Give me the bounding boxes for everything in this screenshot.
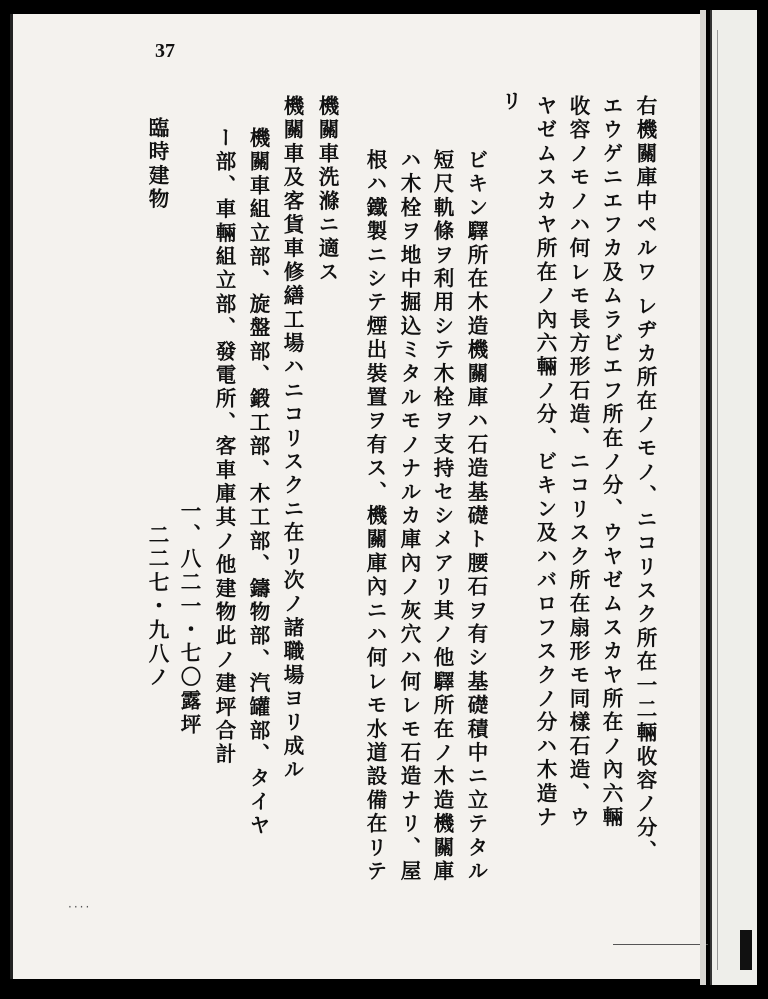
text-line-8: ハ木栓ヲ地中掘込ミタルモノナルカ庫內ノ灰穴ハ何レモ石造ナリ、屋 — [397, 149, 421, 884]
book-page — [10, 14, 703, 979]
temporary-area-value: 二二七・九八ノ — [145, 524, 169, 690]
text-line-7: 短尺軌條ヲ利用シテ木栓ヲ支持セシメアリ其ノ他驛所在ノ木造機關庫 — [430, 149, 454, 884]
text-line-13: ー部、車輛組立部、發電所、客車庫其ノ他建物此ノ建坪合計 — [212, 127, 236, 767]
text-line-6: ビキン驛所在木造機關庫ハ石造基礎ト腰石ヲ有シ基礎積中ニ立テタル — [464, 149, 488, 884]
margin-dots: ···· — [68, 900, 92, 914]
text-line-11: 機關車及客貨車修繕工場ハニコリスクニ在リ次ノ諸職場ヨリ成ル — [280, 95, 304, 783]
facing-page-mark — [740, 930, 752, 970]
text-line-3: 收容ノモノハ何レモ長方形石造、ニコリスク所在扇形モ同樣石造、ウ — [566, 95, 590, 830]
text-line-5: リ — [498, 90, 522, 114]
text-line-4: ヤゼムスカヤ所在ノ內六輛ノ分、ビキン及ハバロフスクノ分ハ木造ナ — [533, 95, 557, 830]
text-line-10: 機關車洗滌ニ適ス — [315, 95, 339, 285]
text-line-1: 右機關庫中ペルワ レヂカ所在ノモノ、ニコリスク所在一二輛收容ノ分、 — [633, 95, 657, 864]
text-line-2: エウゲニエフカ及ムラビエフ所在ノ分、ウヤゼムスカヤ所在ノ內六輛 — [599, 95, 623, 830]
text-line-12: 機關車組立部、旋盤部、鍛工部、木工部、鑄物部、汽罐部、タイヤ — [246, 127, 270, 838]
page-number: 37 — [155, 40, 175, 62]
total-area-value: 一、八二一・七〇露坪 — [177, 500, 201, 737]
temporary-buildings-label: 臨時建物 — [145, 117, 169, 212]
rule-line — [613, 944, 708, 945]
page-edge — [700, 10, 706, 985]
text-line-9: 根ハ鐵製ニシテ煙出裝置ヲ有ス、機關庫內ニハ何レモ水道設備在リテ — [363, 149, 387, 884]
facing-page-line — [717, 30, 718, 970]
